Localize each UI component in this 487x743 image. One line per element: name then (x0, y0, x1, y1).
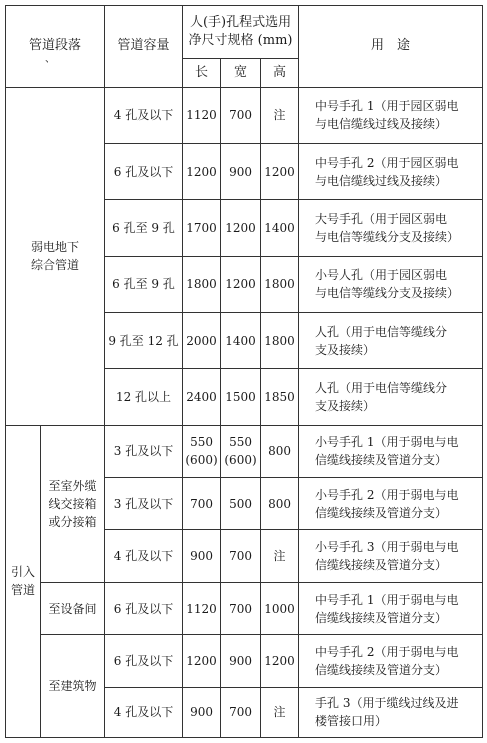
usage-line2: 支及接续） (315, 342, 376, 357)
length-cell: 2000 (183, 313, 221, 369)
length-cell: 900 (183, 530, 221, 582)
usage-cell (299, 143, 483, 199)
length-alt-value: (600) (185, 453, 218, 468)
usage-line1: 小号手孔 3（用于弱电与电 (315, 540, 459, 555)
capacity-cell: 12 孔以上 (105, 369, 183, 425)
header-size-group-line2: 净尺寸规格 (mm) (188, 33, 293, 49)
capacity-cell: 6 孔至 9 孔 (105, 200, 183, 256)
usage-cell (299, 425, 483, 477)
width-cell: 700 (221, 582, 261, 634)
usage-cell (299, 313, 483, 369)
capacity-cell: 3 孔及以下 (105, 478, 183, 530)
usage-line2: 信缆线接续及管道分支） (315, 610, 448, 625)
capacity-cell: 6 孔至 9 孔 (105, 256, 183, 312)
manhole-spec-table (5, 5, 483, 738)
usage-cell (299, 87, 483, 143)
group-lead-in (6, 425, 41, 737)
width-cell: 700 (221, 530, 261, 582)
group-outdoor-box (41, 425, 105, 582)
capacity-cell: 9 孔至 12 孔 (105, 313, 183, 369)
header-size-group-line1: 人(手)孔程式选用 (189, 15, 292, 31)
height-cell: 注 (261, 687, 299, 737)
table-row (6, 87, 483, 143)
header-segment: 管道段落 (6, 6, 105, 88)
header-row-1 (6, 6, 483, 59)
width-cell: 900 (221, 635, 261, 687)
length-cell: 900 (183, 687, 221, 737)
width-cell: 1500 (221, 369, 261, 425)
length-cell: 1200 (183, 635, 221, 687)
capacity-cell: 6 孔及以下 (105, 143, 183, 199)
width-cell: 900 (221, 143, 261, 199)
header-height: 高 (261, 59, 299, 87)
usage-line2: 信缆线接续及管道分支） (315, 453, 448, 468)
length-cell: 1120 (183, 582, 221, 634)
width-cell: 1200 (221, 256, 261, 312)
usage-cell (299, 635, 483, 687)
group-building: 至建筑物 (41, 635, 105, 738)
usage-line2: 与电信缆线过线及接续） (315, 173, 448, 188)
height-cell: 1850 (261, 369, 299, 425)
capacity-cell: 4 孔及以下 (105, 687, 183, 737)
width-cell: 700 (221, 87, 261, 143)
usage-line2: 支及接续） (315, 399, 376, 414)
length-cell: 1200 (183, 143, 221, 199)
usage-line1: 中号手孔 2（用于弱电与电 (315, 644, 459, 659)
usage-line1: 手孔 3（用于缆线过线及进 (315, 696, 459, 711)
usage-cell (299, 256, 483, 312)
usage-line1: 中号手孔 2（用于园区弱电 (315, 155, 459, 170)
usage-cell (299, 530, 483, 582)
usage-line1: 小号手孔 2（用于弱电与电 (315, 487, 459, 502)
group-outdoor-box-line1: 至室外缆 (48, 478, 97, 493)
height-cell: 1800 (261, 256, 299, 312)
length-cell: 2400 (183, 369, 221, 425)
capacity-cell: 6 孔及以下 (105, 635, 183, 687)
height-cell: 1200 (261, 635, 299, 687)
group-outdoor-box-line2: 线交接箱 (48, 496, 97, 511)
usage-line1: 中号手孔 1（用于园区弱电 (315, 99, 459, 114)
length-cell: 700 (183, 478, 221, 530)
table-row (6, 582, 483, 634)
capacity-cell: 4 孔及以下 (105, 530, 183, 582)
height-cell: 1800 (261, 313, 299, 369)
usage-line1: 小号人孔（用于园区弱电 (315, 268, 448, 283)
usage-cell (299, 687, 483, 737)
header-capacity: 管道容量 (105, 6, 183, 88)
table-row (6, 425, 483, 477)
height-cell: 800 (261, 478, 299, 530)
length-cell (183, 425, 221, 477)
width-cell: 1200 (221, 200, 261, 256)
height-cell: 注 (261, 530, 299, 582)
height-cell: 1000 (261, 582, 299, 634)
header-length: 长 (183, 59, 221, 87)
usage-cell (299, 478, 483, 530)
stray-mark: 、 (45, 54, 55, 65)
usage-cell (299, 369, 483, 425)
usage-line2: 信缆线接续及管道分支） (315, 662, 448, 677)
usage-line2: 与电信缆线过线及接续） (315, 117, 448, 132)
width-cell: 500 (221, 478, 261, 530)
width-alt-value: (600) (224, 453, 257, 468)
header-usage: 用 途 (299, 6, 483, 88)
usage-cell (299, 200, 483, 256)
group-weak-current-line1: 弱电地下 (31, 240, 80, 255)
table-row (6, 635, 483, 687)
length-cell: 1700 (183, 200, 221, 256)
height-cell: 1200 (261, 143, 299, 199)
group-weak-current-line2: 综合管道 (31, 258, 80, 273)
usage-line1: 小号手孔 1（用于弱电与电 (315, 435, 459, 450)
height-cell: 注 (261, 87, 299, 143)
usage-line2: 信缆线接续及管道分支） (315, 505, 448, 520)
group-lead-in-line2: 管道 (10, 583, 35, 598)
usage-line1: 人孔（用于电信等缆线分 (315, 324, 448, 339)
height-cell: 800 (261, 425, 299, 477)
usage-line1: 大号手孔（用于园区弱电 (315, 211, 448, 226)
width-value: 550 (229, 435, 252, 450)
length-cell: 1800 (183, 256, 221, 312)
usage-line1: 中号手孔 1（用于弱电与电 (315, 592, 459, 607)
width-cell (221, 425, 261, 477)
usage-line2: 信缆线接续及管道分支） (315, 558, 448, 573)
usage-line2: 与电信等缆线分支及接续） (315, 229, 460, 244)
group-equipment-room: 至设备间 (41, 582, 105, 634)
group-outdoor-box-line3: 或分接箱 (48, 514, 97, 529)
usage-line2: 与电信等缆线分支及接续） (315, 286, 460, 301)
length-cell: 1120 (183, 87, 221, 143)
width-cell: 1400 (221, 313, 261, 369)
capacity-cell: 4 孔及以下 (105, 87, 183, 143)
length-value: 550 (190, 435, 213, 450)
group-weak-current (6, 87, 105, 425)
height-cell: 1400 (261, 200, 299, 256)
capacity-cell: 3 孔及以下 (105, 425, 183, 477)
width-cell: 700 (221, 687, 261, 737)
header-size-group (183, 6, 299, 59)
usage-line1: 人孔（用于电信等缆线分 (315, 381, 448, 396)
group-lead-in-line1: 引入 (10, 565, 35, 580)
usage-line2: 楼管接口用） (315, 714, 388, 729)
capacity-cell: 6 孔及以下 (105, 582, 183, 634)
header-width: 宽 (221, 59, 261, 87)
usage-cell (299, 582, 483, 634)
